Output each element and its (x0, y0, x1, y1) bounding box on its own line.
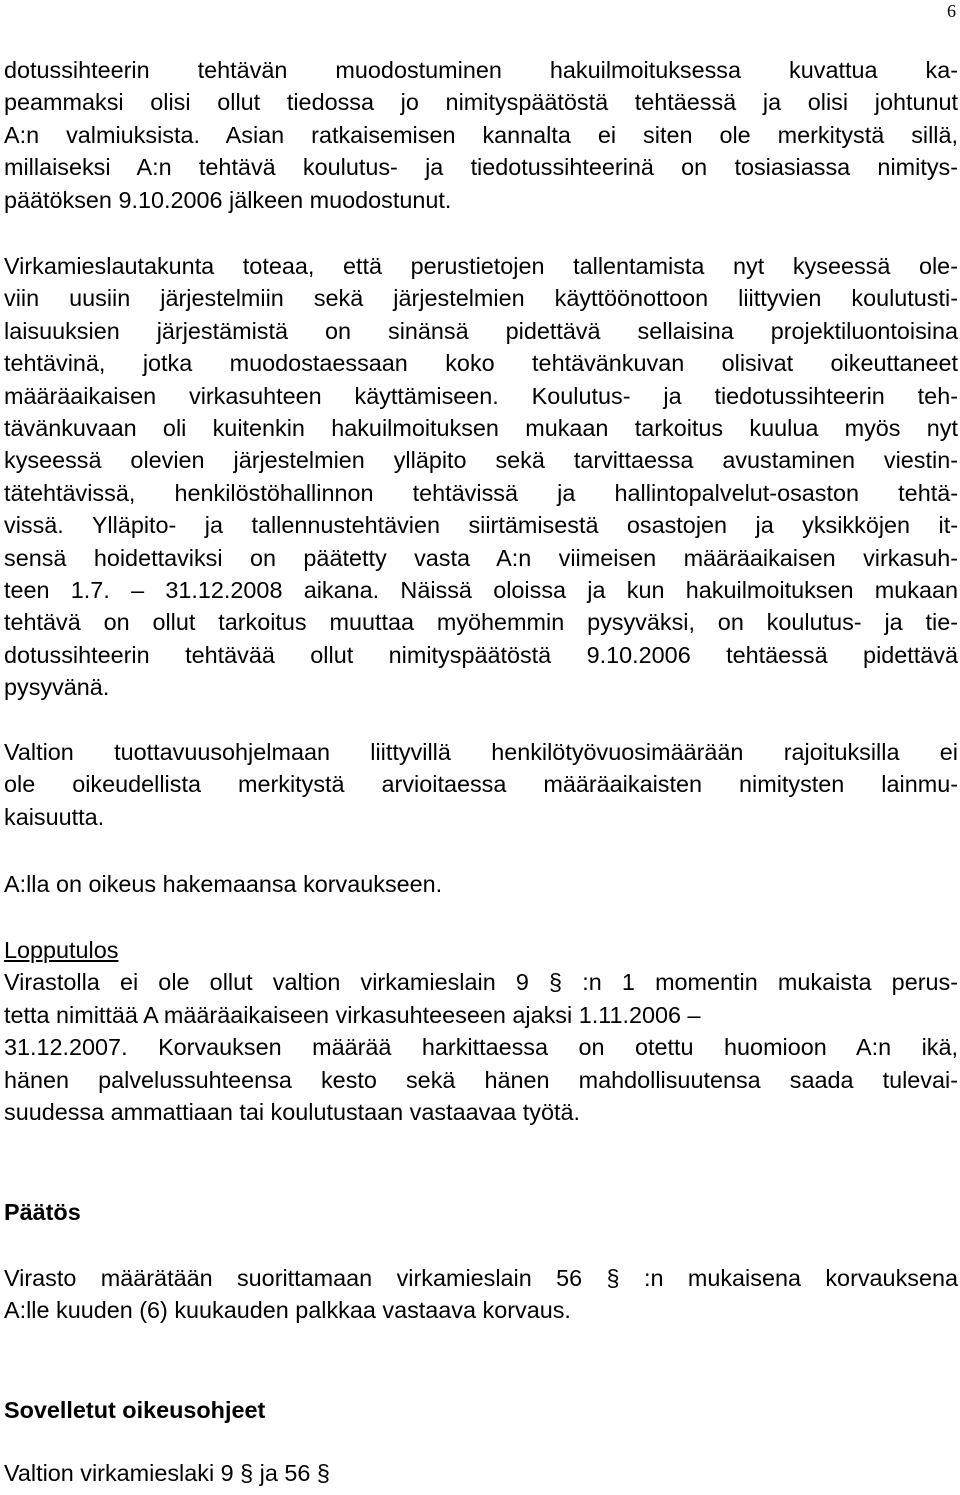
text-line: hänen palvelussuhteensa kesto sekä hänen mahdollisuutensa saada tulevai- (4, 1066, 958, 1093)
text-line: dotussihteerin tehtävän muodostuminen hakuilmoituksessa kuvattua ka- (4, 57, 958, 83)
text-line: peammaksi olisi ollut tiedossa jo nimityspäätöstä tehtäessä ja olisi johtunut (4, 89, 958, 116)
text-line: dotussihteerin tehtävää ollut nimityspäätöstä 9.10.2006 tehtäessä pidettävä (4, 641, 958, 668)
text-line: tetta nimittää A määräaikaiseen virkasuhteeseen ajaksi 1.11.2006 – (4, 1001, 701, 1028)
text-line: pysyvänä. (4, 674, 110, 701)
text-line: viin uusiin järjestelmiin sekä järjestelmien käyttöönottoon liittyvien koulutusti- (4, 285, 958, 312)
text-line: kyseessä olevien järjestelmien ylläpito sekä tarvittaessa avustaminen viestin- (4, 447, 958, 474)
paragraph-1 (4, 54, 958, 216)
text-line: tehtävinä, jotka muodostaessaan koko tehtävänkuvan olisivat oikeuttaneet (4, 350, 958, 377)
text-line: kaisuutta. (4, 803, 105, 830)
text-line: ole oikeudellista merkitystä arvioitaessa määräaikaisten nimitysten lainmu- (4, 771, 958, 798)
text-line: laisuuksien järjestämistä on sinänsä pidettävä sellaisina projektiluontoisina (4, 317, 958, 344)
text-line: tätehtävissä, henkilöstöhallinnon tehtävissä ja hallintopalvelut-osaston tehtä- (4, 479, 958, 506)
text-line: määräaikaisen virkasuhteen käyttämiseen. Koulutus- ja tiedotussihteerin teh- (4, 382, 958, 409)
lopputulos-heading: Lopputulos (4, 937, 119, 963)
text-line: suudessa ammattiaan tai koulutustaan vastaavaa työtä. (4, 1099, 581, 1126)
sovelletut-body (4, 1457, 958, 1489)
text-line: 31.12.2007. Korvauksen määrää harkittaessa on otettu huomioon A:n ikä, (4, 1034, 958, 1061)
text-line: A:n valmiuksista. Asian ratkaisemisen kannalta ei siten ole merkitystä sillä, (4, 121, 958, 148)
text-line: Valtion virkamieslaki 9 § ja 56 § (4, 1460, 330, 1486)
text-line: tävänkuvaan oli kuitenkin hakuilmoituksen mukaan tarkoitus kuulua myös nyt (4, 415, 958, 442)
text-line: Valtion tuottavuusohjelmaan liittyvillä henkilötyövuosimäärään rajoituksilla ei (4, 739, 958, 765)
paragraph-3 (4, 736, 958, 833)
text-line: teen 1.7. – 31.12.2008 aikana. Näissä oloissa ja kun hakuilmoituksen mukaan (4, 577, 958, 604)
text-line: A:lle kuuden (6) kuukauden palkkaa vastaava korvaus. (4, 1297, 571, 1324)
text-line: Virastolla ei ole ollut valtion virkamieslain 9 § :n 1 momentin mukaista perus- (4, 969, 958, 996)
text-line: Virasto määrätään suorittamaan virkamieslain 56 § :n mukaisena korvauksena (4, 1265, 958, 1291)
text-line: tehtävä on ollut tarkoitus muuttaa myöhemmin pysyväksi, on koulutus- ja tie- (4, 609, 958, 636)
text-line: päätöksen 9.10.2006 jälkeen muodostunut. (4, 186, 452, 213)
sovelletut-heading: Sovelletut oikeusohjeet (4, 1397, 266, 1423)
text-line: vissä. Ylläpito- ja tallennustehtävien siirtämisestä osastojen ja yksikköjen it- (4, 512, 958, 539)
paragraph-4 (4, 868, 958, 900)
paatos-heading: Päätös (4, 1199, 81, 1225)
page-number: 6 (947, 1, 956, 21)
lopputulos-section (4, 934, 958, 1128)
text-line: Virkamieslautakunta toteaa, että perustietojen tallentamista nyt kyseessä ole- (4, 253, 958, 279)
text-line: sensä hoidettaviksi on päätetty vasta A:n viimeisen määräaikaisen virkasuh- (4, 544, 958, 571)
paatos-section (4, 1196, 958, 1228)
paragraph-2 (4, 250, 958, 704)
text-line: millaiseksi A:n tehtävä koulutus- ja tiedotussihteerinä on tosiasiassa nimitys- (4, 154, 958, 181)
text-line: A:lla on oikeus hakemaansa korvaukseen. (4, 871, 443, 897)
sovelletut-section (4, 1394, 958, 1426)
paatos-body (4, 1262, 958, 1327)
